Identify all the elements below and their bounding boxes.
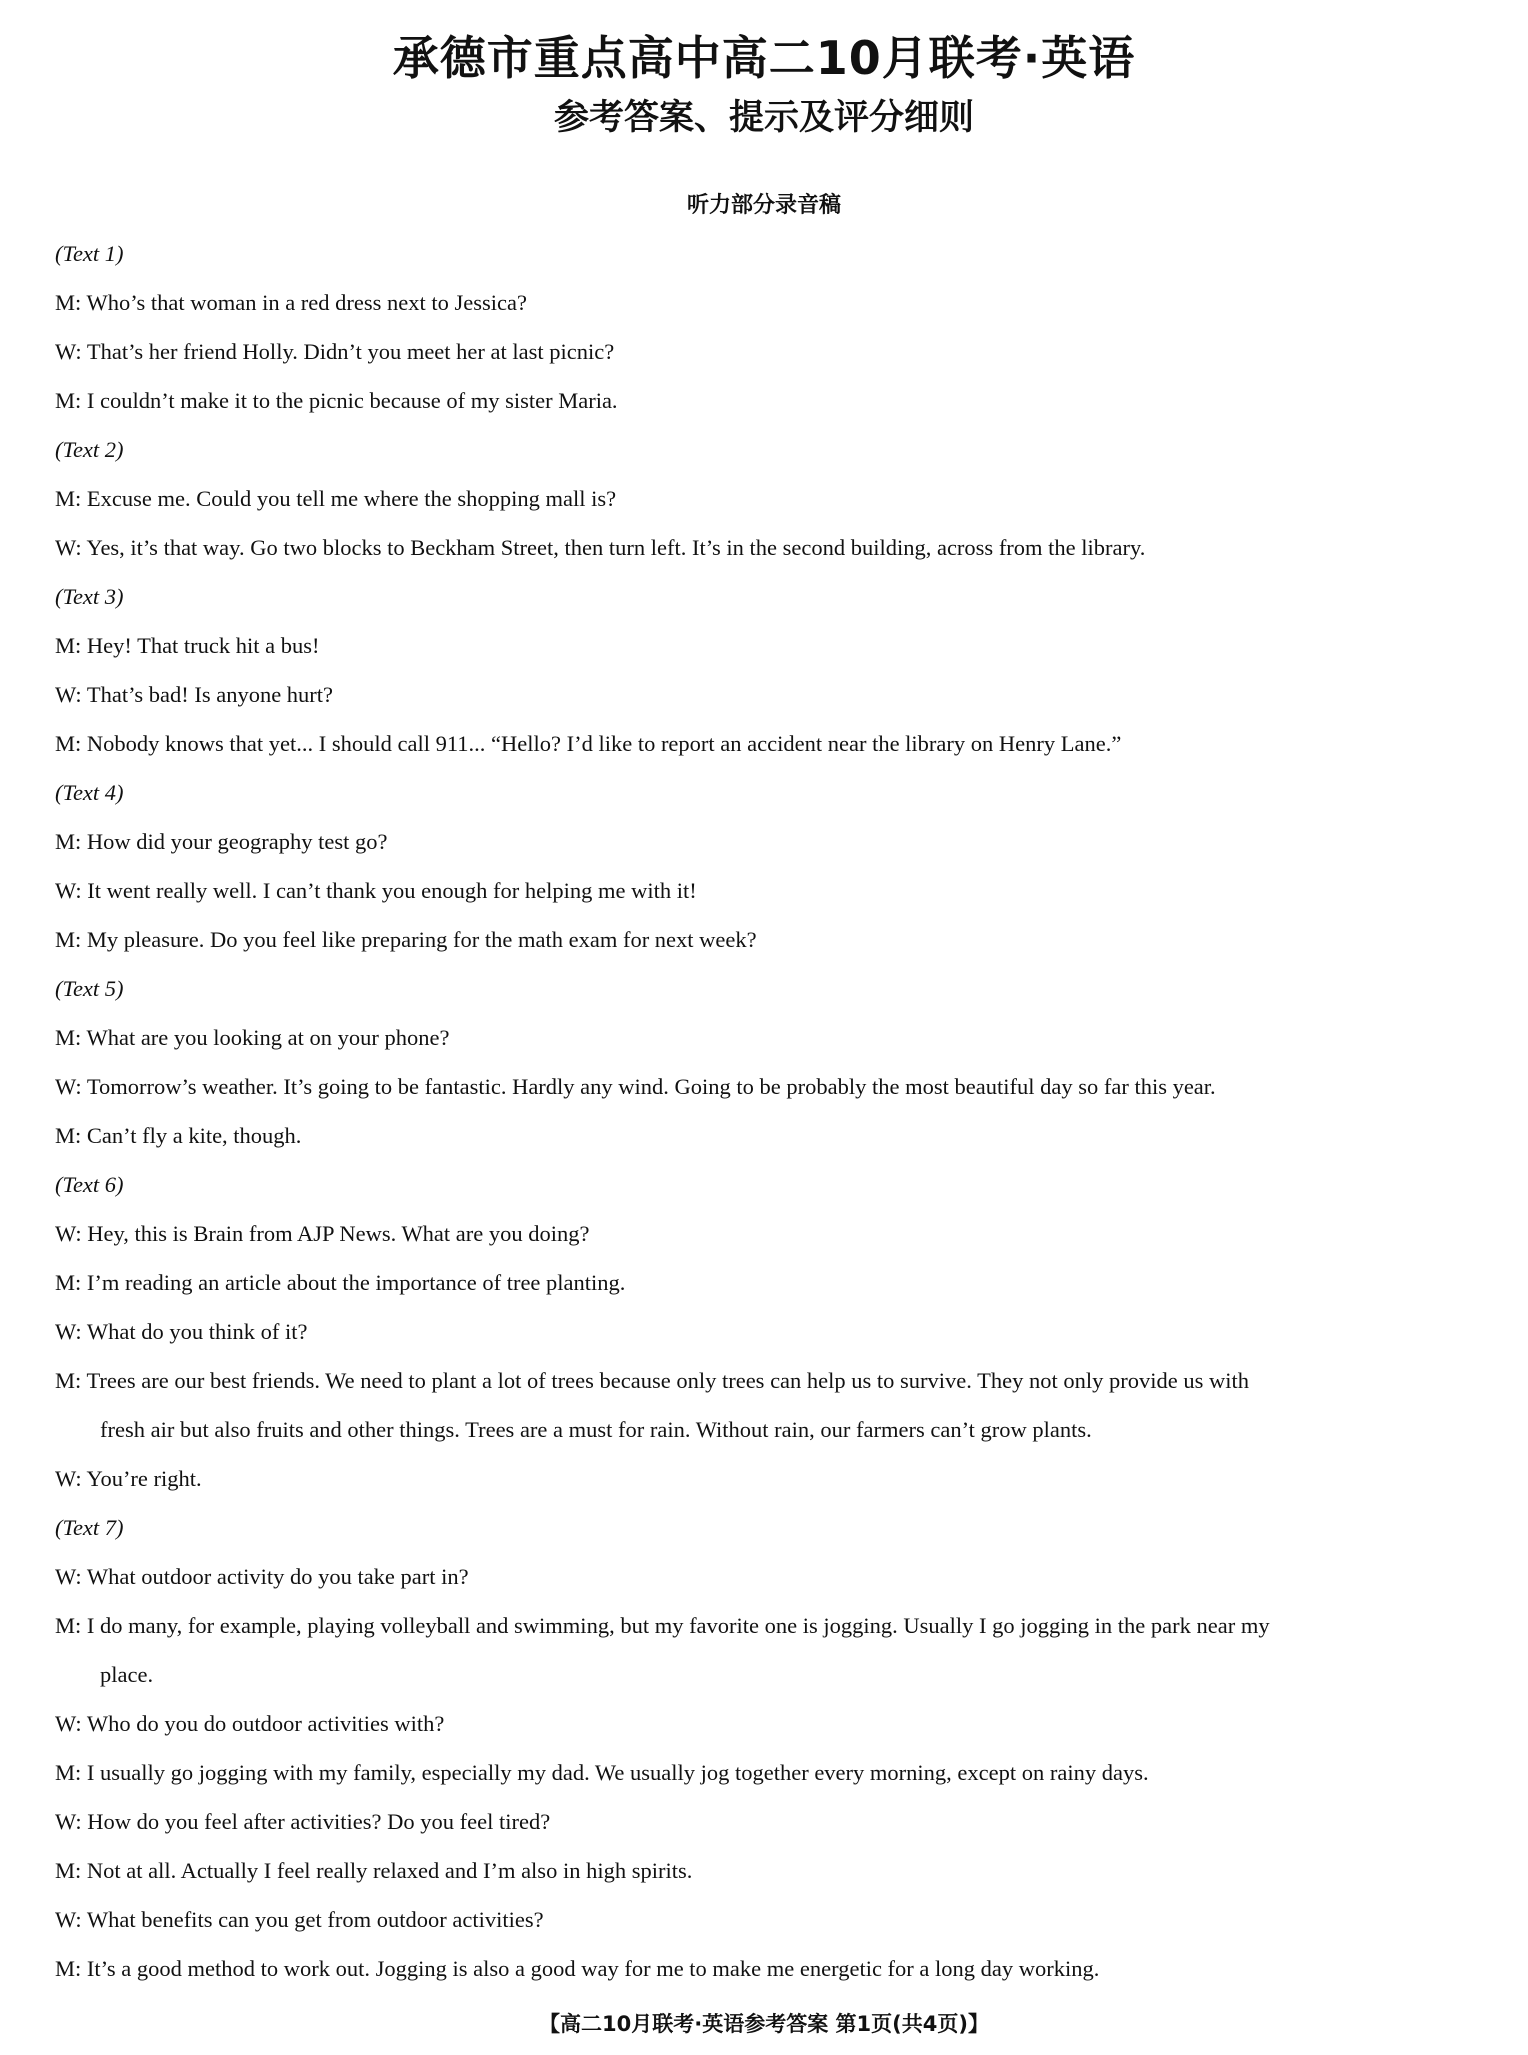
dialogue-line: M: Trees are our best friends. We need to plant a lot of trees because only trees can help us to survive. They not only provide us with [55,1368,1249,1393]
dialogue-line: M: I do many, for example, playing volleyball and swimming, but my favorite one is jogging. Usually I go jogging in the park near my [55,1613,1270,1638]
dialogue-line: M: I’m reading an article about the importance of tree planting. [55,1270,626,1295]
text-label: (Text 3) [55,584,124,609]
dialogue-line: M: Not at all. Actually I feel really relaxed and I’m also in high spirits. [55,1858,693,1883]
dialogue-line: W: What benefits can you get from outdoor activities? [55,1907,544,1932]
dialogue-line: M: Nobody knows that yet... I should call 911... “Hello? I’d like to report an accident near the library on Henry Lane.” [55,731,1122,756]
dialogue-line: W: What do you think of it? [55,1319,308,1344]
dialogue-line: M: Excuse me. Could you tell me where the shopping mall is? [55,486,617,511]
dialogue-line: W: That’s her friend Holly. Didn’t you meet her at last picnic? [55,339,615,364]
dialogue-line: M: I couldn’t make it to the picnic because of my sister Maria. [55,388,618,413]
dialogue-line: W: You’re right. [55,1466,202,1491]
text-label: (Text 1) [55,241,124,266]
dialogue-line: M: My pleasure. Do you feel like preparing for the math exam for next week? [55,927,757,952]
page-subtitle: 参考答案、提示及评分细则 [553,98,974,138]
dialogue-line: W: It went really well. I can’t thank you enough for helping me with it! [55,878,697,903]
dialogue-line: M: It’s a good method to work out. Jogging is also a good way for me to make me energetic for a long day working. [55,1956,1100,1981]
dialogue-line: W: That’s bad! Is anyone hurt? [55,682,334,707]
text-label: (Text 6) [55,1172,124,1197]
text-label: (Text 4) [55,780,124,805]
dialogue-line: W: How do you feel after activities? Do you feel tired? [55,1809,551,1834]
dialogue-line: W: What outdoor activity do you take part in? [55,1564,469,1589]
dialogue-line-continued: place. [100,1662,154,1687]
dialogue-line: M: Hey! That truck hit a bus! [55,633,320,658]
dialogue-line: M: What are you looking at on your phone? [55,1025,450,1050]
text-label: (Text 7) [55,1515,124,1540]
section-heading: 听力部分录音稿 [686,193,841,218]
dialogue-line: W: Yes, it’s that way. Go two blocks to Beckham Street, then turn left. It’s in the second building, across from the library. [55,535,1146,560]
dialogue-line: M: Can’t fly a kite, though. [55,1123,302,1148]
dialogue-line: M: I usually go jogging with my family, especially my dad. We usually jog together every morning, except on rainy days. [55,1760,1149,1785]
text-label: (Text 5) [55,976,124,1001]
dialogue-line: M: How did your geography test go? [55,829,388,854]
text-label: (Text 2) [55,437,124,462]
page-footer: 【高二10月联考·英语参考答案 第1页(共4页)】 [539,2012,989,2036]
dialogue-line: W: Hey, this is Brain from AJP News. What are you doing? [55,1221,590,1246]
page-title: 承德市重点高中高二10月联考·英语 [392,31,1136,85]
dialogue-line-continued: fresh air but also fruits and other things. Trees are a must for rain. Without rain, our farmers can’t grow plants. [100,1417,1092,1442]
dialogue-line: W: Tomorrow’s weather. It’s going to be fantastic. Hardly any wind. Going to be probably the most beautiful day so far this year. [55,1074,1216,1099]
listening-transcript [55,229,1495,1993]
dialogue-line: W: Who do you do outdoor activities with? [55,1711,445,1736]
dialogue-line: M: Who’s that woman in a red dress next to Jessica? [55,290,527,315]
